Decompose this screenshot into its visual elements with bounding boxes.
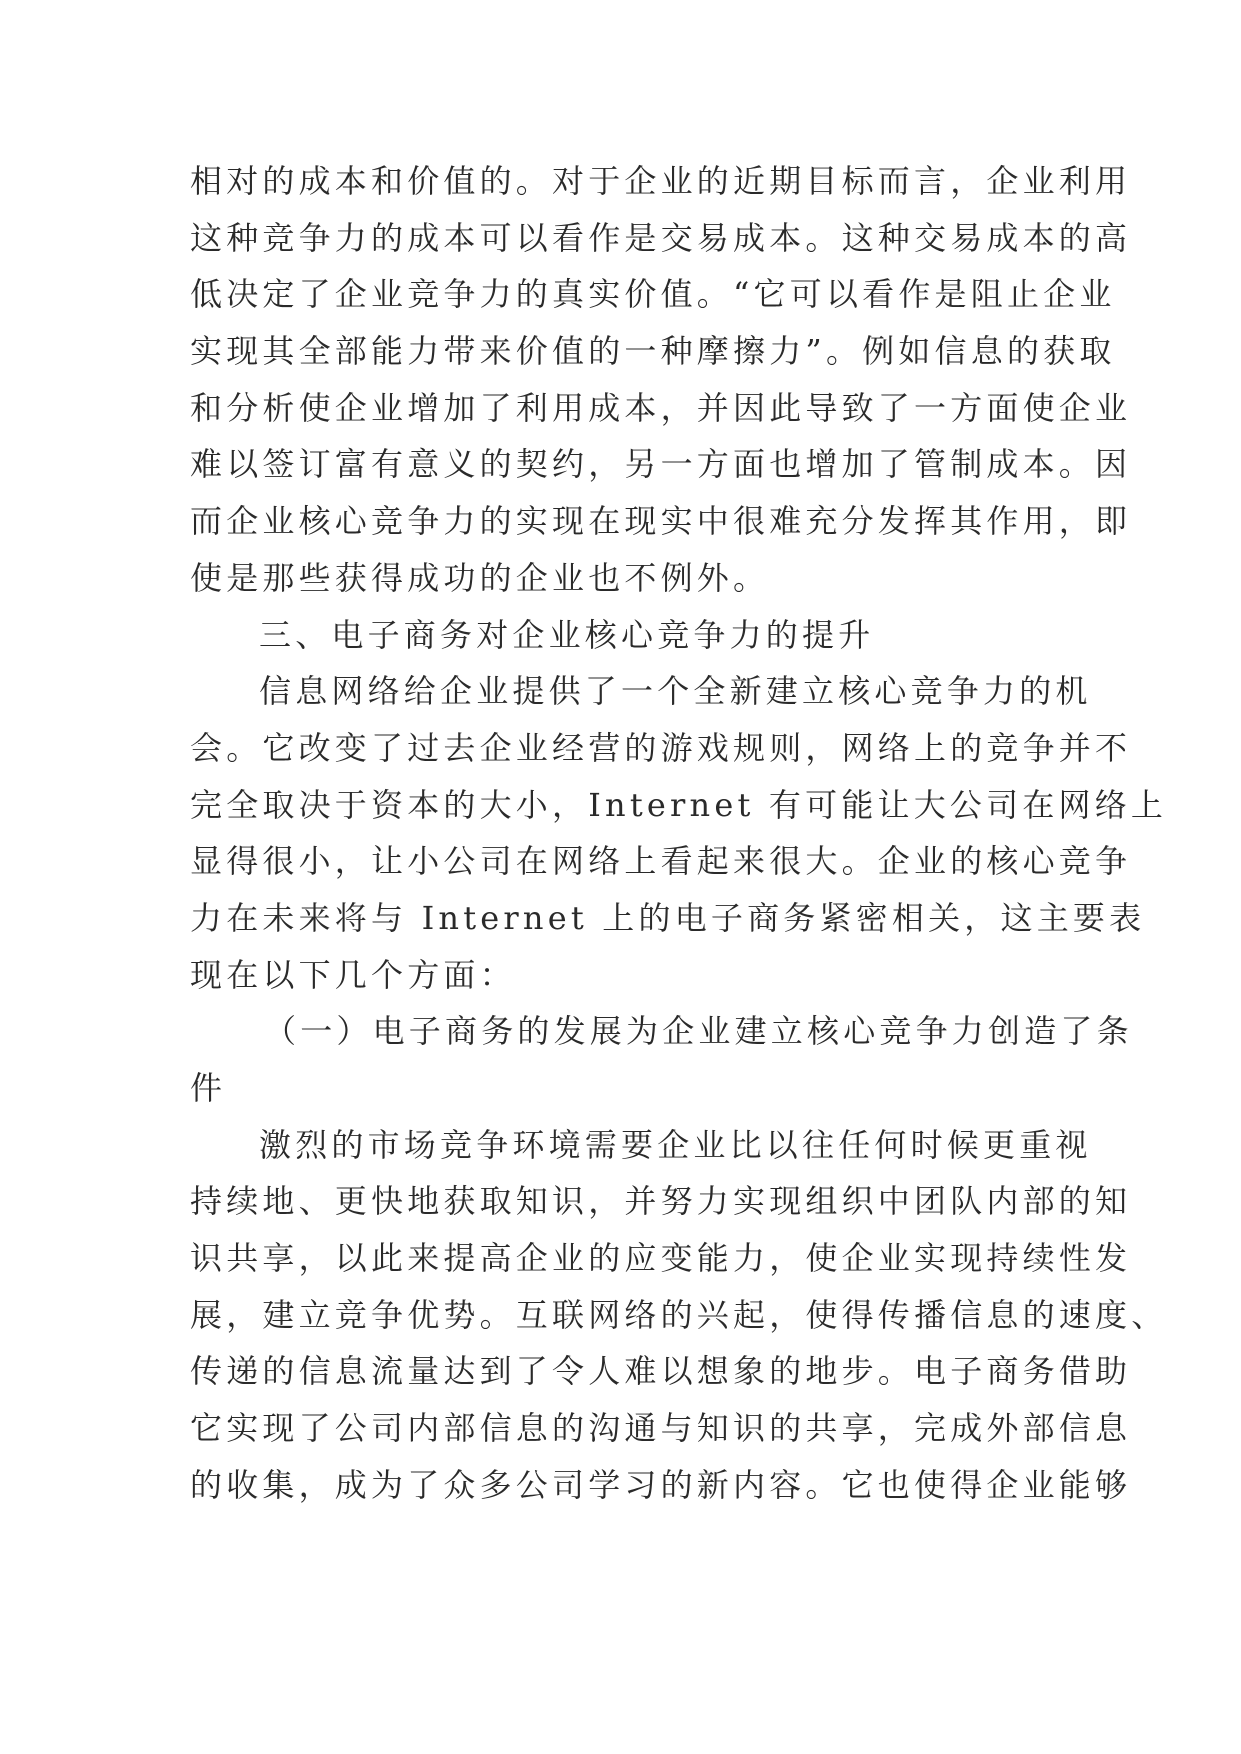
section-heading: 三、电子商务对企业核心竞争力的提升 xyxy=(259,615,875,654)
text-line: 完全取决于资本的大小，Internet 有可能让大公司在网络上 xyxy=(190,785,1168,824)
subsection-heading: （一）电子商务的发展为企业建立核心竞争力创造了条 xyxy=(264,1012,1133,1051)
text-line: 相对的成本和价值的。对于企业的近期目标而言，企业利用 xyxy=(190,162,1132,200)
text-line: 信息网络给企业提供了一个全新建立核心竞争力的机 xyxy=(259,672,1092,711)
subsection-heading-continuation: 件 xyxy=(190,1069,227,1107)
text-line: 使是那些获得成功的企业也不例外。 xyxy=(190,558,770,597)
text-line: 激烈的市场竞争环境需要企业比以往任何时候更重视 xyxy=(259,1125,1092,1164)
text-line: 和分析使企业增加了利用成本，并因此导致了一方面使企业 xyxy=(190,388,1132,427)
text-line: 而企业核心竞争力的实现在现实中很难充分发挥其作用，即 xyxy=(190,502,1132,541)
text-line: 的收集，成为了众多公司学习的新内容。它也使得企业能够 xyxy=(190,1465,1132,1504)
text-line: 展，建立竞争优势。互联网络的兴起，使得传播信息的速度、 xyxy=(190,1295,1168,1334)
text-line: 现在以下几个方面： xyxy=(190,955,516,994)
text-line: 传递的信息流量达到了令人难以想象的地步。电子商务借助 xyxy=(190,1352,1132,1391)
text-line: 实现其全部能力带来价值的一种摩擦力”。例如信息的获取 xyxy=(190,332,1116,371)
text-line: 力在未来将与 Internet 上的电子商务紧密相关，这主要表 xyxy=(190,898,1146,937)
text-line: 这种竞争力的成本可以看作是交易成本。这种交易成本的高 xyxy=(190,218,1132,257)
body-text xyxy=(190,153,1168,1514)
text-line: 它实现了公司内部信息的沟通与知识的共享，完成外部信息 xyxy=(190,1409,1132,1448)
text-line: 显得很小，让小公司在网络上看起来很大。企业的核心竞争 xyxy=(190,842,1132,881)
text-line: 识共享，以此来提高企业的应变能力，使企业实现持续性发 xyxy=(190,1239,1132,1278)
text-line: 持续地、更快地获取知识，并努力实现组织中团队内部的知 xyxy=(190,1182,1132,1221)
text-line: 低决定了企业竞争力的真实价值。“它可以看作是阻止企业 xyxy=(190,275,1116,314)
text-line: 难以签订富有意义的契约，另一方面也增加了管制成本。因 xyxy=(190,445,1132,484)
text-line: 会。它改变了过去企业经营的游戏规则，网络上的竞争并不 xyxy=(190,728,1132,767)
